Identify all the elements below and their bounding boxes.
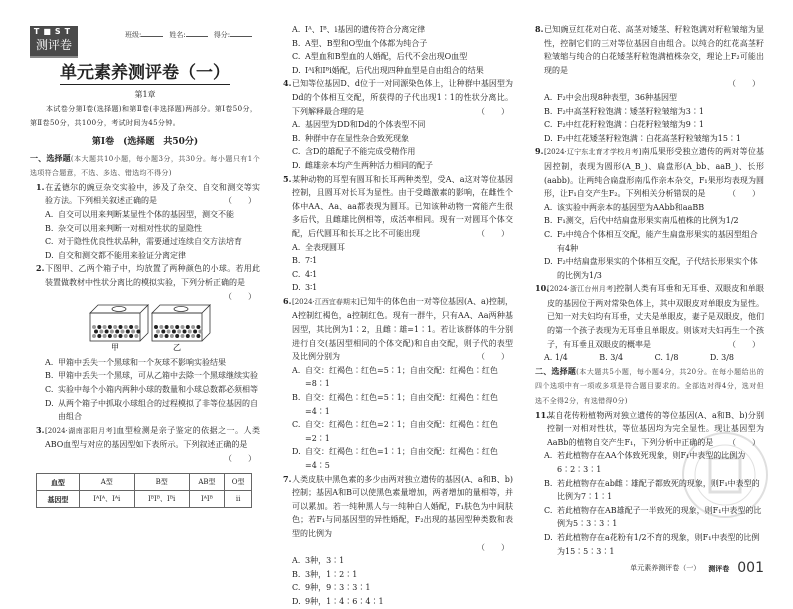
option-letter: D. bbox=[45, 398, 54, 408]
answer-blank[interactable]: （ ） bbox=[224, 196, 256, 206]
question-2 bbox=[36, 262, 260, 301]
option-letter: A. bbox=[544, 451, 553, 461]
ball bbox=[159, 334, 163, 338]
option-b[interactable] bbox=[283, 391, 513, 418]
exam-intro: 本试卷分第Ⅰ卷(选择题)和第Ⅱ卷(非选择题)两部分。第Ⅰ卷50分，第Ⅱ卷50分，共100分，考试时间为45分钟。 bbox=[30, 105, 258, 127]
question-number: 3. bbox=[36, 424, 45, 435]
option-letter: C. bbox=[292, 269, 301, 279]
option-b[interactable] bbox=[283, 568, 513, 582]
question-number: 7. bbox=[283, 473, 292, 484]
score-label: 得分: bbox=[213, 31, 231, 39]
option-b[interactable] bbox=[36, 222, 260, 236]
answer-blank[interactable]: （ ） bbox=[728, 437, 760, 447]
question-7 bbox=[283, 473, 513, 541]
option-text: 1/4 bbox=[554, 353, 568, 363]
option-c[interactable] bbox=[36, 235, 260, 249]
chapter-label: 第1章 bbox=[134, 90, 156, 99]
option-a[interactable] bbox=[535, 201, 764, 215]
middle-column bbox=[283, 23, 513, 609]
page-title: 单元素养测评卷（一） bbox=[60, 63, 230, 83]
answer-blank[interactable]: （ ） bbox=[728, 79, 760, 89]
option-letter: C. bbox=[654, 353, 663, 363]
option-text: 4∶1 bbox=[305, 269, 318, 279]
name-label: 姓名: bbox=[169, 31, 186, 39]
option-text: 3/8 bbox=[721, 353, 734, 363]
option-letter: A. bbox=[544, 353, 553, 363]
option-c[interactable] bbox=[535, 118, 764, 132]
answer-blank[interactable]: （ ） bbox=[224, 453, 256, 463]
ball bbox=[183, 330, 187, 334]
watermark-stamp-icon bbox=[680, 430, 770, 520]
question-number: 11. bbox=[535, 409, 549, 420]
ball-box-jia bbox=[90, 305, 148, 341]
option-letter: D. bbox=[292, 596, 301, 606]
option-text: Iᴬi和Iᴮi婚配，后代出现四种血型是自由组合的结果 bbox=[305, 65, 484, 75]
option-c[interactable] bbox=[283, 268, 513, 282]
option-c[interactable] bbox=[283, 50, 513, 64]
option-d[interactable] bbox=[283, 64, 513, 78]
question-number: 2. bbox=[36, 263, 45, 274]
option-text: 全表现圆耳 bbox=[305, 242, 345, 252]
question-number: 1. bbox=[36, 181, 45, 192]
ball bbox=[94, 330, 98, 334]
option-b[interactable] bbox=[283, 37, 513, 51]
option-text: 9种，9∶3∶3∶1 bbox=[305, 583, 371, 593]
option-text: 7∶1 bbox=[305, 256, 318, 266]
ball bbox=[119, 334, 123, 338]
question-source: [2024·辽宁东北育才学校月考] bbox=[544, 148, 642, 157]
question-stem: 某自花传粉植物两对独立遗传的等位基因(A、a和B、b)分别控制一对相对性状，等位基因均为完全显性。现让基因型为AaBb的植物自交产生F₁，下列分析中正确的是 bbox=[547, 410, 764, 447]
ball bbox=[172, 330, 176, 334]
ball bbox=[170, 334, 174, 338]
option-letter: A. bbox=[544, 92, 553, 102]
footer-title: 单元素养测评卷（一） bbox=[630, 564, 701, 573]
question-source: [2024·湖南邵阳月考] bbox=[45, 426, 116, 435]
ball bbox=[154, 334, 158, 338]
ball bbox=[165, 325, 169, 329]
option-text: F₂中高茎籽粒饱满∶矮茎籽粒皱缩为3∶1 bbox=[557, 106, 704, 116]
question-6 bbox=[283, 295, 513, 364]
question-number: 4. bbox=[283, 78, 292, 89]
option-a[interactable] bbox=[36, 356, 260, 370]
option-b[interactable] bbox=[283, 254, 513, 268]
option-b[interactable] bbox=[283, 132, 513, 146]
option-text: 自交：红褐色∶红色=2∶1；自由交配：红褐色∶红色=2∶1 bbox=[305, 420, 498, 443]
ball bbox=[97, 325, 101, 329]
page-footer bbox=[535, 562, 764, 576]
option-c[interactable] bbox=[535, 228, 764, 255]
option-letter: A. bbox=[45, 209, 54, 219]
answer-blank[interactable]: （ ） bbox=[728, 339, 760, 349]
ball bbox=[97, 334, 101, 338]
option-text: F₂中结扁盘形果实的个体相互交配，子代结长形果实个体的比例为1/3 bbox=[557, 257, 758, 280]
ball bbox=[92, 325, 96, 329]
question-number: 9. bbox=[535, 146, 544, 157]
table-cell: IᴬIᴮ bbox=[189, 491, 224, 508]
question-10 bbox=[535, 282, 764, 351]
option-letter: A. bbox=[544, 202, 553, 212]
ball bbox=[196, 325, 200, 329]
option-letter: C. bbox=[45, 237, 54, 247]
table-header-cell: 血型 bbox=[37, 474, 80, 491]
option-a[interactable] bbox=[36, 208, 260, 222]
option-d[interactable] bbox=[535, 255, 764, 282]
option-letter: C. bbox=[544, 229, 553, 239]
student-info-fields bbox=[125, 29, 252, 40]
option-text: 自交：红褐色∶红色=1∶1；自由交配：红褐色∶红色=4∶5 bbox=[305, 447, 498, 470]
option-letter: C. bbox=[544, 120, 553, 130]
test-logo bbox=[30, 26, 78, 58]
question-source: [2024·浙江台州月考] bbox=[547, 285, 617, 294]
option-text: 自交：红褐色∶红色=5∶1；自由交配：红褐色∶红色=8∶1 bbox=[305, 365, 498, 389]
option-text: 对于隐性优良性状品种，需要通过连续自交方法培育 bbox=[58, 237, 242, 247]
option-a[interactable] bbox=[283, 118, 513, 132]
question-8 bbox=[535, 23, 764, 77]
table-cell: 基因型 bbox=[37, 491, 80, 508]
option-text: 甲箱中丢失一个黑球和一个灰球不影响实验结果 bbox=[58, 357, 226, 367]
ball bbox=[113, 325, 117, 329]
option-text: 从两个箱子中抓取小球组合的过程模拟了非等位基因的自由组合 bbox=[58, 398, 258, 422]
ball bbox=[110, 330, 114, 334]
table-header-cell: B型 bbox=[134, 474, 189, 491]
option-a[interactable] bbox=[283, 364, 513, 391]
option-d[interactable] bbox=[283, 595, 513, 609]
option-letter: D. bbox=[292, 65, 301, 75]
option-text: F₂中红花籽粒饱满∶白花籽粒皱缩为9∶1 bbox=[557, 120, 704, 130]
option-letter: B. bbox=[292, 256, 301, 266]
option-letter: C. bbox=[45, 384, 54, 394]
score-field[interactable] bbox=[214, 29, 252, 40]
options-row bbox=[535, 351, 764, 365]
option-text: F₂中纯合个体相互交配，能产生扁盘形果实的基因型组合有4种 bbox=[557, 229, 758, 253]
option-b[interactable] bbox=[535, 214, 764, 228]
option-c[interactable] bbox=[655, 351, 679, 365]
option-letter: D. bbox=[292, 283, 301, 293]
option-letter: B. bbox=[292, 393, 301, 403]
option-letter: A. bbox=[292, 120, 301, 130]
option-text: 自交：红褐色∶红色=5∶1；自由交配：红褐色∶红色=4∶1 bbox=[305, 393, 498, 416]
option-text: A型血和B型血的人婚配，后代不会出现O血型 bbox=[305, 52, 468, 62]
option-d[interactable] bbox=[36, 397, 260, 424]
option-text: 3/4 bbox=[610, 353, 624, 363]
option-d[interactable] bbox=[283, 281, 513, 295]
option-d[interactable] bbox=[535, 531, 764, 558]
option-letter: C. bbox=[544, 505, 553, 515]
option-letter: A. bbox=[292, 556, 301, 566]
option-letter: B. bbox=[544, 216, 553, 226]
answer-blank[interactable]: （ ） bbox=[477, 228, 509, 238]
answer-blank[interactable]: （ ） bbox=[728, 189, 760, 199]
ball bbox=[119, 325, 123, 329]
question-stem: 下图甲、乙两个箱子中，均放置了两种颜色的小球。若用此装置做教材中性状分离比的模拟实验，下列分析正确的是 bbox=[45, 264, 260, 287]
question-stem: 人类皮肤中黑色素的多少由两对独立遗传的基因(A、a和B、b)控制；基因A和B可以使黑色素量增加，两者增加的量相等，并可以累加。若一纯种黑人与一纯种白人婚配，F₁肤色为中间肤色；若F₁与同基因型的异性婚配，F₂出现的基因型种类数和表型的比例为 bbox=[292, 474, 513, 538]
page-number: 001 bbox=[737, 560, 764, 577]
ball bbox=[105, 330, 109, 334]
table-cell: ii bbox=[225, 491, 252, 508]
option-text: 3∶1 bbox=[305, 283, 318, 293]
question-stem: 南瓜果形受独立遗传的两对等位基因控制，表现为圆形(A_B_)、扁盘形(A_bb、aaB_)、长形(aabb)。让两纯合扁盘形南瓜作亲本杂交，F₁果形均表现为圆形，让F₁自交产生F₂。下列相关分析错误的是 bbox=[544, 147, 764, 199]
section-2-title: 二、选择题 bbox=[535, 365, 577, 376]
option-a[interactable] bbox=[544, 351, 568, 365]
table-cell: IᴮIᴮ、Iᴮi bbox=[134, 491, 189, 508]
question-source: [2024·江西宜春期末] bbox=[292, 297, 360, 306]
part-heading: 第Ⅰ卷 (选择题 共50分) bbox=[91, 137, 199, 147]
option-text: 含D的雄配子不能完成受精作用 bbox=[305, 147, 416, 157]
option-a[interactable] bbox=[535, 91, 764, 105]
option-letter: B. bbox=[599, 353, 608, 363]
footer-label: 测评卷 bbox=[708, 564, 730, 574]
option-letter: A. bbox=[292, 25, 301, 34]
option-text: F₂中红花矮茎籽粒饱满∶白花高茎籽粒皱缩为15∶1 bbox=[557, 133, 742, 143]
ball bbox=[177, 330, 181, 334]
answer-blank[interactable]: （ ） bbox=[477, 106, 509, 116]
ball bbox=[154, 325, 158, 329]
ball bbox=[196, 334, 200, 338]
answer-blank[interactable]: （ ） bbox=[477, 352, 509, 362]
option-letter: B. bbox=[544, 478, 553, 488]
option-text: 实验中每个小箱内两种小球的数量和小球总数都必须相等 bbox=[58, 384, 258, 394]
option-letter: A. bbox=[292, 242, 301, 252]
class-field[interactable] bbox=[125, 29, 163, 40]
option-text: 自交和测交都不能用来验证分离定律 bbox=[58, 250, 186, 260]
option-text: 杂交可以用来判断一对相对性状的显隐性 bbox=[58, 223, 202, 233]
option-text: 种群中存在显性杂合致死现象 bbox=[305, 133, 409, 143]
option-text: 3种，1∶2∶1 bbox=[305, 569, 358, 579]
option-text: 基因型为DD和Dd的个体表型不同 bbox=[305, 120, 426, 130]
table-header-row bbox=[37, 474, 252, 491]
option-text: 雌雄亲本均产生两种活力相同的配子 bbox=[305, 160, 433, 170]
question-stem: 某种动物的耳型有圆耳和长耳两种类型，受A、a这对等位基因控制，且圆耳对长耳为显性。由于受雌激素的影响，在雌性个体中AA、Aa、aa都表现为圆耳。已知该种动物一窝能产生很多后代，且雌雄比例相等，成活率相同。现有一对圆耳个体交配，后代圆耳和长耳之比不可能出现 bbox=[292, 174, 513, 238]
question-stem: 已知豌豆红花对白花、高茎对矮茎、籽粒饱满对籽粒皱缩为显性，控制它们的三对等位基因自由组合。以纯合的红花高茎籽粒皱缩与纯合的白花矮茎籽粒饱满植株杂交，理论上F₂可能出现的是 bbox=[544, 25, 764, 75]
option-letter: D. bbox=[45, 250, 54, 260]
ball-box-yi bbox=[152, 305, 210, 341]
ball bbox=[175, 334, 179, 338]
section-1-heading bbox=[30, 152, 260, 181]
option-text: 若此植物存在ab雌∶雄配子都致死的现象，则F₁中表型的比例为7∶1∶1 bbox=[557, 478, 760, 502]
option-text: 9种，1∶4∶6∶4∶1 bbox=[305, 596, 384, 606]
question-1 bbox=[36, 181, 260, 208]
ball bbox=[121, 330, 125, 334]
option-letter: B. bbox=[45, 223, 54, 233]
option-text: 自交可以用来判断某显性个体的基因型，测交不能 bbox=[58, 209, 234, 219]
option-letter: C. bbox=[292, 583, 301, 593]
section-1-note: (本大题共10小题，每小题3分，共30分。每小题只有1个选项符合题意，不选、多选、错选均不得分) bbox=[30, 154, 260, 178]
ball bbox=[191, 325, 195, 329]
ball bbox=[188, 330, 192, 334]
option-text: 若此植物存在AA个体致死现象，则F₁中表型的比例为6∶2∶3∶1 bbox=[557, 451, 746, 474]
option-letter: D. bbox=[544, 257, 553, 267]
ball bbox=[167, 330, 171, 334]
option-letter: D. bbox=[292, 160, 301, 170]
name-field[interactable] bbox=[169, 29, 207, 40]
option-d[interactable] bbox=[710, 351, 734, 365]
option-text: 若此植物存在a花粉有1/2不育的现象，则F₁中表型的比例为15∶5∶3∶1 bbox=[557, 532, 760, 556]
question-stem: 在孟德尔的豌豆杂交实验中，涉及了杂交、自交和测交等实验方法。下列相关叙述正确的是 bbox=[45, 182, 260, 206]
ball bbox=[161, 330, 165, 334]
option-letter: D. bbox=[544, 532, 553, 542]
option-c[interactable] bbox=[283, 145, 513, 159]
ball bbox=[131, 330, 135, 334]
answer-blank[interactable]: （ ） bbox=[224, 291, 256, 301]
ball bbox=[165, 334, 169, 338]
ball bbox=[113, 334, 117, 338]
blood-type-table bbox=[36, 473, 252, 508]
ball bbox=[134, 325, 138, 329]
option-d[interactable] bbox=[535, 132, 764, 146]
option-d[interactable] bbox=[283, 445, 513, 472]
ball bbox=[99, 330, 103, 334]
question-number: 8. bbox=[535, 24, 544, 34]
ball bbox=[124, 325, 128, 329]
option-letter: B. bbox=[292, 38, 301, 48]
option-c[interactable] bbox=[283, 581, 513, 595]
ball bbox=[103, 334, 107, 338]
ball bbox=[186, 334, 190, 338]
option-d[interactable] bbox=[283, 159, 513, 173]
option-b[interactable] bbox=[599, 351, 623, 365]
option-letter: B. bbox=[292, 569, 301, 579]
option-text: 若此植物存在AB雄配子一半致死的现象，则F₁中表型的比例为5∶3∶3∶1 bbox=[557, 505, 762, 529]
option-letter: B. bbox=[544, 106, 553, 116]
question-4 bbox=[283, 77, 513, 118]
ball-boxes-figure bbox=[30, 303, 260, 351]
question-3 bbox=[36, 424, 260, 452]
table-row bbox=[37, 491, 252, 508]
ball bbox=[129, 334, 133, 338]
table-cell: IᴬIᴬ、Iᴬi bbox=[79, 491, 134, 508]
option-letter: D. bbox=[709, 353, 719, 363]
option-c[interactable] bbox=[283, 418, 513, 445]
option-text: 3种，3∶1 bbox=[305, 556, 345, 566]
box-label: 乙 bbox=[173, 343, 181, 352]
option-letter: A. bbox=[45, 357, 54, 367]
ball bbox=[126, 330, 130, 334]
ball bbox=[170, 325, 174, 329]
option-text: F₂中会出现8种表型，36种基因型 bbox=[557, 92, 678, 102]
option-letter: C. bbox=[292, 147, 301, 157]
option-d[interactable] bbox=[36, 249, 260, 263]
option-a[interactable] bbox=[283, 23, 513, 37]
box-label: 甲 bbox=[111, 343, 119, 352]
ball bbox=[193, 330, 197, 334]
section-2-note: (本大题共5小题，每小题4分，共20分。在每小题给出的四个选项中有一项或多项是符合题目要求的。全部选对得4分，选对但选不全得2分，有选错得0分) bbox=[535, 367, 764, 406]
question-number: 10. bbox=[535, 283, 549, 294]
ball bbox=[134, 334, 138, 338]
option-a[interactable] bbox=[283, 241, 513, 255]
option-c[interactable] bbox=[36, 383, 260, 397]
ball bbox=[198, 330, 202, 334]
ball bbox=[108, 334, 112, 338]
ball bbox=[92, 334, 96, 338]
ball bbox=[115, 330, 119, 334]
question-stem: 控制人类有耳垂和无耳垂、双眼皮和单眼皮的基因位于两对常染色体上，其中双眼皮对单眼皮为显性。已知一对夫妇均有耳垂，丈夫是单眼皮，妻子是双眼皮，他们的第一个孩子表现为无耳垂且单眼皮。则该对夫妇再生一个孩子，有耳垂且双眼皮的概率是 bbox=[547, 284, 764, 349]
ball bbox=[186, 325, 190, 329]
ball bbox=[103, 325, 107, 329]
question-stem: 已知等位基因D、d位于一对同源染色体上，让种群中基因型为Dd的个体相互交配，所获得的子代出现1∶1的性状分离比。下列解释最合理的是 bbox=[292, 79, 513, 116]
option-text: 甲箱中丢失一个黑球，可从乙箱中去除一个黑球继续实验 bbox=[58, 371, 258, 381]
option-letter: B. bbox=[45, 371, 54, 381]
table-header-cell: A型 bbox=[79, 474, 134, 491]
option-text: A型、B型和O型血个体都为纯合子 bbox=[305, 38, 428, 48]
option-letter: C. bbox=[292, 420, 301, 430]
option-letter: B. bbox=[292, 133, 301, 143]
option-text: Iᴬ、Iᴮ、i基因的遗传符合分离定律 bbox=[305, 25, 426, 34]
logo-bottom-text: 测评卷 bbox=[35, 38, 72, 52]
option-letter: D. bbox=[292, 447, 301, 457]
ball bbox=[159, 325, 163, 329]
table-header-cell: AB型 bbox=[189, 474, 224, 491]
ball bbox=[181, 325, 185, 329]
option-text: F₁测交，后代中结扁盘形果实南瓜植株的比例为1/2 bbox=[557, 216, 739, 226]
option-letter: A. bbox=[292, 365, 301, 375]
question-9 bbox=[535, 145, 764, 200]
section-1-title: 一、选择题 bbox=[30, 152, 71, 163]
ball bbox=[108, 325, 112, 329]
question-number: 5. bbox=[283, 173, 292, 184]
option-letter: D. bbox=[544, 133, 553, 143]
ball bbox=[175, 325, 179, 329]
question-number: 6. bbox=[283, 295, 292, 306]
question-stem: 已知牛的体色由一对等位基因(A、a)控制，A控制红褐色，a控制红色。现有一群牛，只有AA、Aa两种基因型，其比例为1∶2，且雌∶雄=1∶1。若让该群体的牛分别进行自交(基因型相同的个体交配)和自由交配，则子代的表型及比例分别为 bbox=[292, 296, 513, 362]
option-letter: C. bbox=[292, 52, 301, 62]
ball bbox=[129, 325, 133, 329]
option-b[interactable] bbox=[36, 369, 260, 383]
question-5 bbox=[283, 173, 513, 241]
class-label: 班级: bbox=[125, 31, 142, 39]
table-header-cell: O型 bbox=[225, 474, 252, 491]
option-a[interactable] bbox=[283, 554, 513, 568]
option-text: 1/8 bbox=[665, 353, 679, 363]
ball bbox=[181, 334, 185, 338]
ball bbox=[136, 330, 140, 334]
ball bbox=[191, 334, 195, 338]
left-column bbox=[30, 62, 260, 508]
question-stem: 血型检测是亲子鉴定的依据之一。人类ABO血型与对应的基因型如下表所示。下列叙述正确的是 bbox=[45, 425, 260, 450]
ball bbox=[124, 334, 128, 338]
answer-blank[interactable]: （ ） bbox=[477, 542, 509, 552]
logo-top-text: T■ST bbox=[33, 27, 75, 36]
ball bbox=[156, 330, 160, 334]
option-text: 该实验中两亲本的基因型为AAbb和aaBB bbox=[557, 202, 705, 212]
option-b[interactable] bbox=[535, 105, 764, 119]
section-2-heading bbox=[535, 365, 764, 409]
